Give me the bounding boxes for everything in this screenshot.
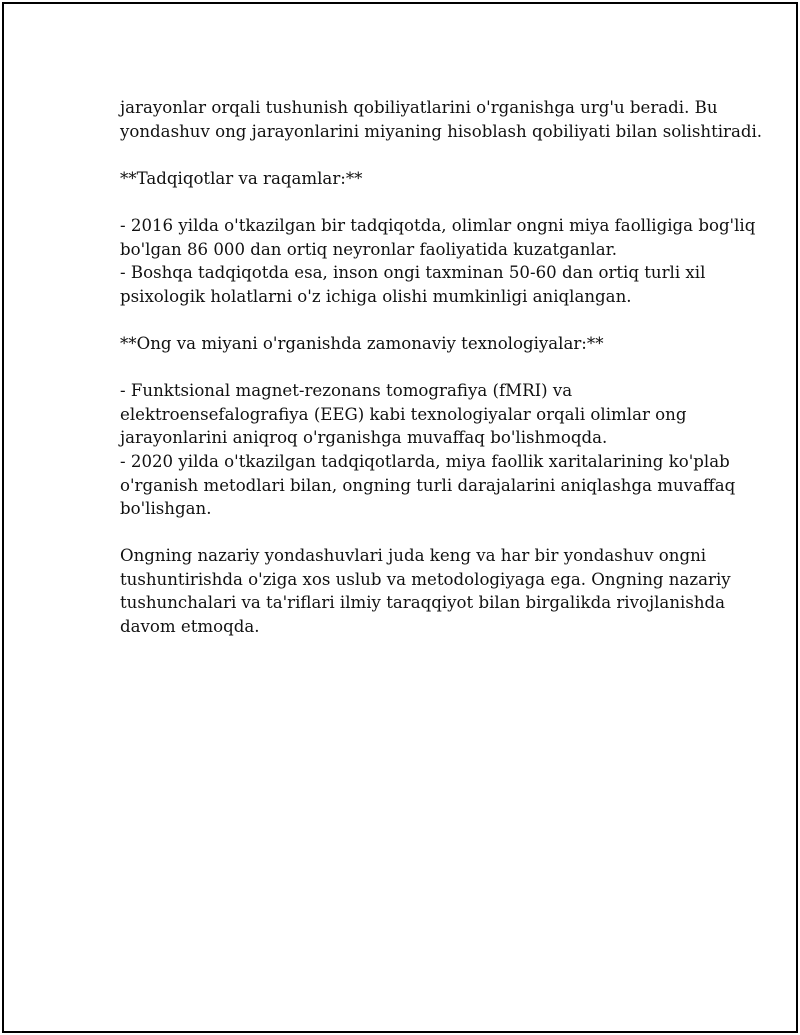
conclusion-paragraph bbox=[120, 544, 731, 638]
text-line: - Funktsional magnet-rezonans tomografiya (fMRI) va bbox=[120, 381, 573, 401]
research-paragraph bbox=[120, 214, 756, 308]
text-line: jarayonlar orqali tushunish qobiliyatlarini o'rganishga urg'u beradi. Bu bbox=[120, 98, 718, 117]
document-page bbox=[2, 2, 798, 1033]
text-line: Ongning nazariy yondashuvlari juda keng va har bir yondashuv ongni bbox=[120, 546, 707, 566]
text-line: tushuntirishda o'ziga xos uslub va metodologiyaga ega. Ongning nazariy bbox=[120, 569, 731, 589]
text-line: - Boshqa tadqiqotda esa, inson ongi taxminan 50-60 dan ortiq turli xil bbox=[120, 263, 706, 283]
text-line: bo'lgan 86 000 dan ortiq neyronlar faoliyatida kuzatganlar. bbox=[120, 239, 617, 259]
text-line: - 2020 yilda o'tkazilgan tadqiqotlarda, miya faollik xaritalarining ko'plab bbox=[120, 451, 730, 471]
text-line: tushunchalari va ta'riflari ilmiy taraqqiyot bilan birgalikda rivojlanishda bbox=[120, 593, 726, 613]
document-body bbox=[120, 96, 763, 662]
text-line: jarayonlarini aniqroq o'rganishga muvaffaq bo'lishmoqda. bbox=[120, 428, 608, 448]
technologies-paragraph bbox=[120, 379, 736, 521]
section-heading-technologies: **Ong va miyani o'rganishda zamonaviy texnologiyalar:** bbox=[120, 333, 604, 353]
text-line: psixologik holatlarni o'z ichiga olishi mumkinligi aniqlangan. bbox=[120, 286, 632, 306]
text-line: davom etmoqda. bbox=[120, 617, 260, 637]
text-line: o'rganish metodlari bilan, ongning turli darajalarini aniqlashga muvaffaq bbox=[120, 475, 736, 495]
text-line: yondashuv ong jarayonlarini miyaning hisoblash qobiliyati bilan solishtiradi. bbox=[120, 121, 763, 141]
section-heading-research: **Tadqiqotlar va raqamlar:** bbox=[120, 168, 363, 188]
text-line: - 2016 yilda o'tkazilgan bir tadqiqotda, olimlar ongni miya faolligiga bog'liq bbox=[120, 215, 756, 235]
text-line: bo'lishgan. bbox=[120, 499, 212, 519]
text-line: elektroensefalografiya (EEG) kabi texnologiyalar orqali olimlar ong bbox=[120, 404, 687, 424]
intro-paragraph bbox=[120, 96, 763, 143]
